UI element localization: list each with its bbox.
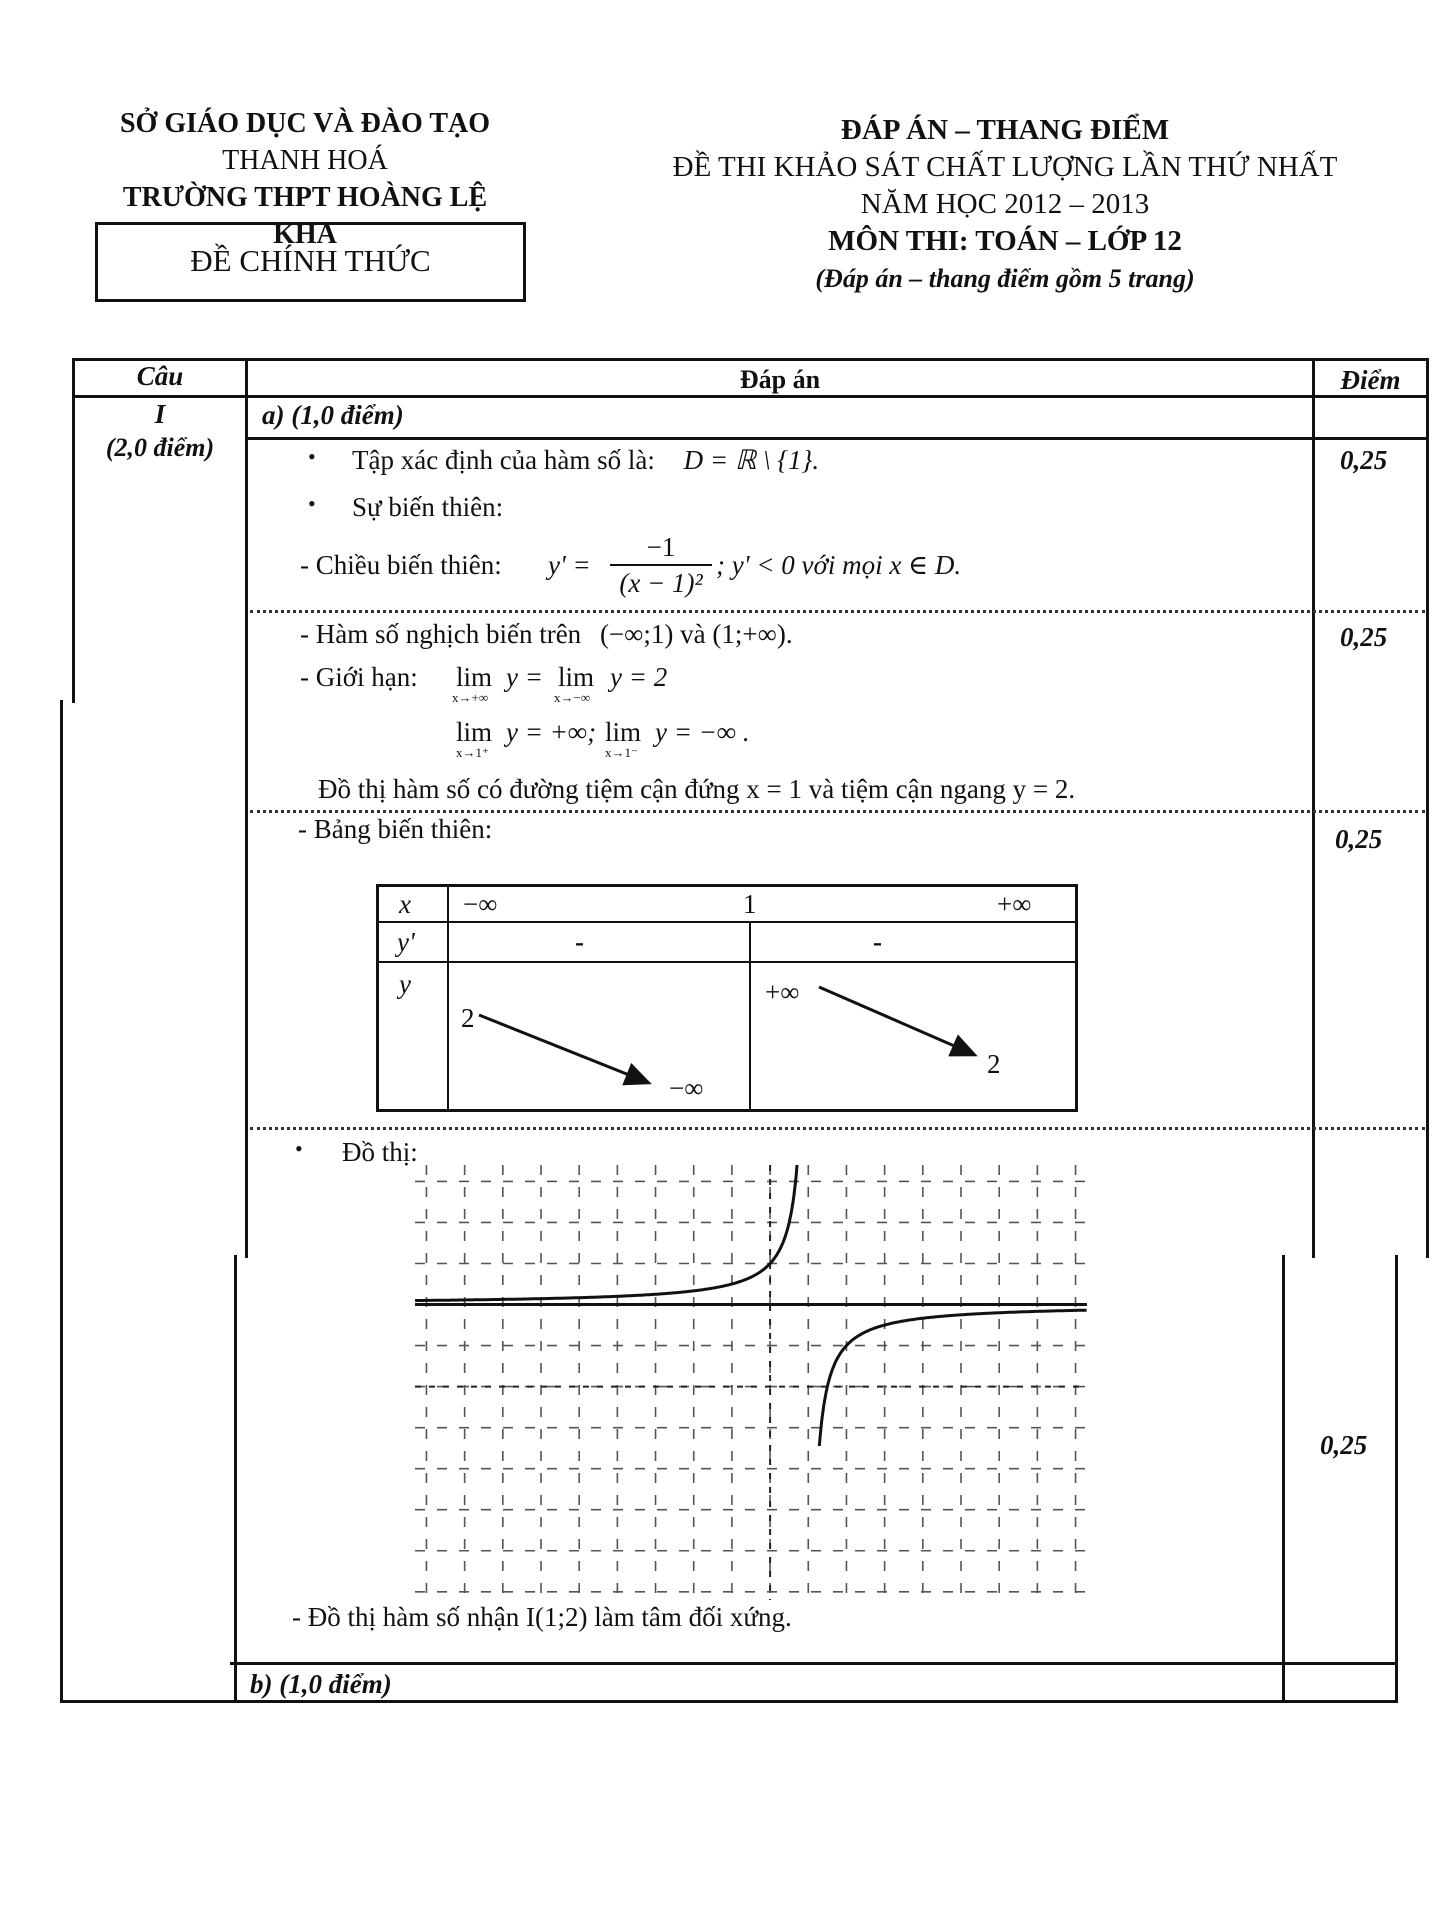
lim-3: lim [456,717,493,747]
bullet-2: • [308,491,316,516]
fraction-bar [610,564,712,566]
part-a-border [245,437,1428,440]
bullet-3: • [295,1136,303,1161]
derivative-fraction [606,532,716,598]
decreasing-arrow-right [819,987,975,1055]
separator-1 [250,610,1425,613]
derivative-sign: ; y' < 0 với mọi x ∈ D. [716,550,962,580]
curve-left-branch [415,1165,803,1301]
issuer-line3: TRƯỜNG THPT HOÀNG LỆ KHA [122,182,488,250]
lim-4-sub: x→1⁻ [605,745,638,760]
bbt-arrows [379,887,1075,1109]
score-2: 0,25 [1340,622,1388,652]
bbt-x-left: −∞ [463,889,498,919]
col-divider-1 [245,358,248,1258]
lim-2-y: y = 2 [610,662,668,692]
curve-right-branch [819,1310,1086,1446]
bbt-x-label: x [399,889,411,919]
function-graph [415,1165,1087,1600]
lim-2: lim [558,662,595,692]
separator-3 [250,1127,1425,1130]
bbt-y-left-bottom: −∞ [669,1073,704,1103]
graph-label: Đồ thị: [342,1137,418,1167]
score-1: 0,25 [1340,445,1388,475]
col-header-dapan: Đáp án [739,365,821,394]
bbt-y-left-top: 2 [461,1003,475,1033]
issuer-line1: SỞ GIÁO DỤC VÀ ĐÀO TẠO [119,108,490,139]
score-3: 0,25 [1335,824,1383,854]
exam-title-line3: NĂM HỌC 2012 – 2013 [860,188,1150,220]
col-divider-2 [1312,358,1315,1258]
exam-title-line4: MÔN THI: TOÁN – LỚP 12 [828,225,1182,257]
issuer-line2: THANH HOÁ [222,145,388,176]
score-4: 0,25 [1320,1430,1368,1460]
table-right-border-lower [1395,1255,1398,1703]
monotonicity-label: - Chiều biến thiên: [300,550,502,580]
bbt-yprime-label: y' [397,927,415,957]
asymptote-text: Đồ thị hàm số có đường tiệm cận đứng x = 1 và tiệm cận ngang y = 2. [318,774,1076,804]
part-b-border [230,1662,1398,1665]
col-divider-2-lower [1282,1255,1285,1703]
bbt-yprime-right: - [873,927,882,957]
domain-label: Tập xác định của hàm số là: [352,445,655,475]
col-header-cau: Câu [136,361,184,391]
derivative-denominator: (x − 1)² [619,568,703,598]
bbt-x-right: +∞ [997,889,1032,919]
lim-2-sub: x→−∞ [554,690,591,705]
lim-1-sub: x→+∞ [452,690,489,705]
decreasing-text [300,617,793,651]
domain-expression: D = ℝ \ {1}. [683,445,820,475]
decreasing-arrow-left [479,1015,649,1083]
symmetry-text: - Đồ thị hàm số nhận I(1;2) làm tâm đối xứng. [292,1602,792,1632]
part-a-label: a) (1,0 điểm) [262,400,404,430]
exam-title-line1: ĐÁP ÁN – THANG ĐIỂM [840,114,1170,146]
lim-3-y: y = +∞; [506,717,597,747]
lim-3-sub: x→1⁺ [456,745,489,760]
bbt-y-right-bottom: 2 [987,1049,1001,1079]
lim-1: lim [456,662,493,692]
bullet-1: • [308,444,316,469]
decreasing-intervals: (−∞;1) và (1;+∞). [599,619,793,649]
question-number: I [154,399,166,429]
table-left-border-lower [60,700,63,1703]
graph-grid [415,1165,1087,1600]
table-right-border [1426,358,1429,1258]
decreasing-label: - Hàm số nghịch biến trên [300,619,582,649]
col-divider-1-lower [234,1255,237,1703]
question-points: (2,0 điểm) [105,433,215,462]
lim-1-y: y = [506,662,543,692]
bbt-y-right-top: +∞ [765,977,800,1007]
bbt-yprime-left: - [575,927,584,957]
lim-4: lim [605,717,642,747]
domain-text [352,443,819,477]
limits-label: - Giới hạn: [300,662,418,692]
exam-title-line2: ĐỀ THI KHẢO SÁT CHẤT LƯỢNG LẦN THỨ NHẤT [672,151,1338,183]
bbt-y-label: y [399,969,411,999]
lim-4-y: y = −∞ . [655,717,750,747]
exam-title-block [615,112,1395,297]
official-badge-label: ĐỀ CHÍNH THỨC [190,243,431,278]
bbt-x-mid: 1 [743,889,757,919]
derivative-lhs: y' = [548,550,591,580]
col-header-diem: Điểm [1340,365,1401,395]
part-b-label: b) (1,0 điểm) [250,1669,392,1699]
variation-table-label: - Bảng biến thiên: [298,814,493,844]
variation-heading: Sự biến thiên: [352,492,504,522]
table-top-border [72,358,1428,361]
official-badge [95,222,526,302]
variation-table [376,884,1078,1112]
derivative-numerator: −1 [646,532,676,562]
exam-title-line5: (Đáp án – thang điểm gồm 5 trang) [815,264,1195,293]
